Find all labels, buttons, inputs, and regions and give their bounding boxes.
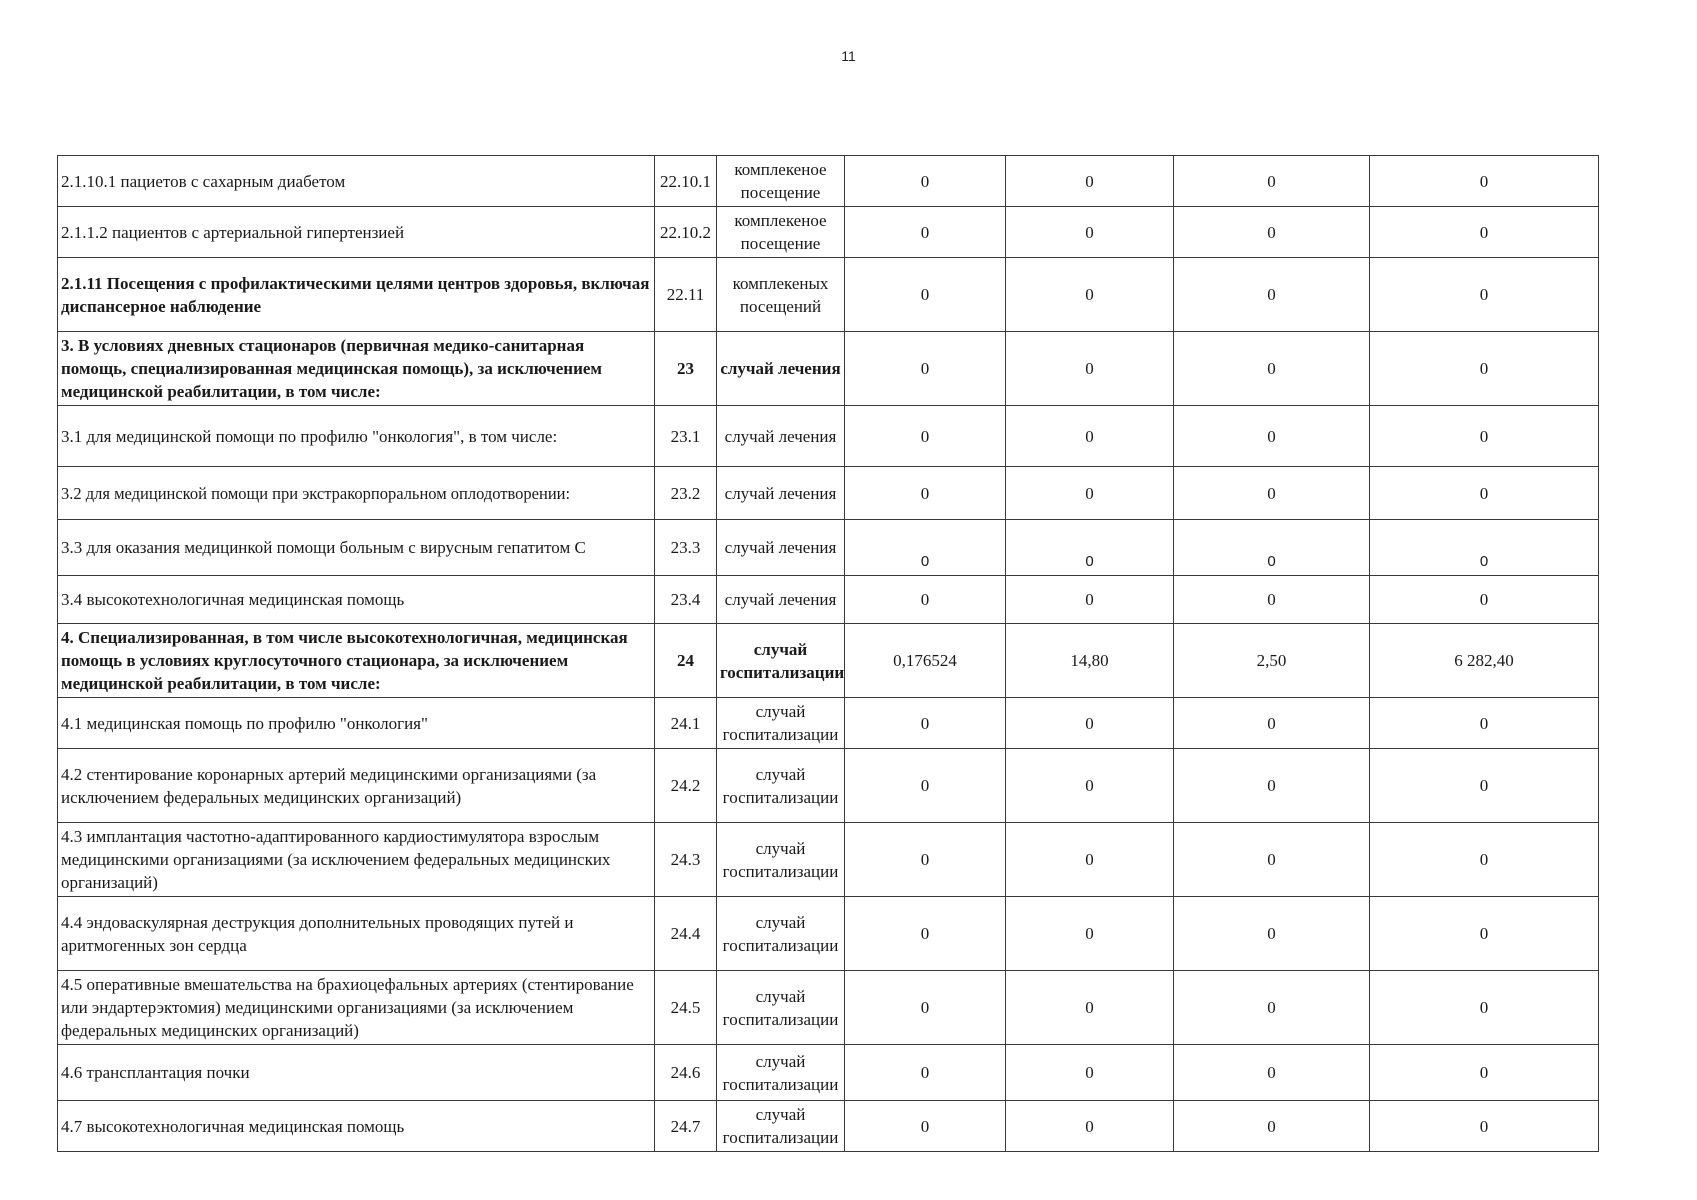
row-name: 2.1.11 Посещения с профилактическими целями центров здоровья, включая диспансерное наблюдение <box>58 258 655 332</box>
row-value-3: 0 <box>1174 823 1370 897</box>
row-value-2: 0 <box>1006 749 1174 823</box>
row-name: 3.3 для оказания медицинкой помощи больным с вирусным гепатитом С <box>58 520 655 576</box>
page-number: 11 <box>841 48 856 64</box>
row-name: 2.1.1.2 пациентов с артериальной гипертензией <box>58 207 655 258</box>
row-code: 24.4 <box>655 897 717 971</box>
row-code: 23.2 <box>655 467 717 520</box>
row-code: 24 <box>655 624 717 698</box>
row-value-4: 0 <box>1370 698 1599 749</box>
data-table <box>57 155 1599 1152</box>
row-name: 4.2 стентирование коронарных артерий медицинскими организациями (за исключением федеральных медицинских организаций) <box>58 749 655 823</box>
row-code: 23.1 <box>655 406 717 467</box>
row-value-4: 0 <box>1370 749 1599 823</box>
row-value-3: 0 <box>1174 971 1370 1045</box>
row-value-3: 0 <box>1174 1045 1370 1101</box>
row-value-1: 0 <box>845 467 1006 520</box>
row-value-3: 0 <box>1174 207 1370 258</box>
row-value-2: 0 <box>1006 1045 1174 1101</box>
row-unit: случай госпитализации <box>717 897 845 971</box>
row-unit: случай лечения <box>717 520 845 576</box>
row-value-2: 0 <box>1006 207 1174 258</box>
row-value-2: 0 <box>1006 1101 1174 1152</box>
row-value-2: 0 <box>1006 576 1174 624</box>
row-unit: случай лечения <box>717 576 845 624</box>
row-value-4: 0 <box>1370 406 1599 467</box>
row-value-1: 0 <box>845 156 1006 207</box>
table-row <box>58 207 1599 258</box>
row-value-3: 0 <box>1174 406 1370 467</box>
row-value-1: 0 <box>845 576 1006 624</box>
row-code: 22.10.2 <box>655 207 717 258</box>
row-value-1: 0 <box>845 698 1006 749</box>
table-row <box>58 1045 1599 1101</box>
row-unit: случай госпитализации <box>717 971 845 1045</box>
row-value-4: 0 <box>1370 1101 1599 1152</box>
row-value-3: 0 <box>1174 258 1370 332</box>
row-value-3: 0 <box>1174 576 1370 624</box>
row-code: 24.3 <box>655 823 717 897</box>
row-code: 24.7 <box>655 1101 717 1152</box>
row-name: 4. Специализированная, в том числе высокотехнологичная, медицинская помощь в условиях круглосуточного стационара, за исключением медицинской реабилитации, в том числе: <box>58 624 655 698</box>
row-value-1: 0 <box>845 971 1006 1045</box>
row-unit: случай госпитализации <box>717 823 845 897</box>
row-name: 3. В условиях дневных стационаров (первичная медико-санитарная помощь, специализированная медицинская помощь), за исключением медицинской реабилитации, в том числе: <box>58 332 655 406</box>
row-unit: случай лечения <box>717 332 845 406</box>
row-value-3: 0 <box>1174 332 1370 406</box>
row-unit: комплекеное посещение <box>717 156 845 207</box>
row-value-4: 0 <box>1370 207 1599 258</box>
table-row <box>58 624 1599 698</box>
row-value-4: 0 <box>1370 576 1599 624</box>
row-value-4: 0 <box>1370 897 1599 971</box>
row-unit: случай госпитализации <box>717 624 845 698</box>
row-value-1: 0 <box>845 258 1006 332</box>
row-value-1: 0 <box>845 332 1006 406</box>
row-name: 4.5 оперативные вмешательства на брахиоцефальных артериях (стентирование или эндартерэктомия) медицинскими организациями (за исключением федеральных медицинских организаций) <box>58 971 655 1045</box>
row-value-1: 0 <box>845 749 1006 823</box>
table-row <box>58 576 1599 624</box>
row-unit: случай госпитализации <box>717 698 845 749</box>
row-code: 23.4 <box>655 576 717 624</box>
row-value-1: 0 <box>845 520 1006 576</box>
row-value-2: 0 <box>1006 258 1174 332</box>
row-value-4: 0 <box>1370 823 1599 897</box>
row-unit: комплекеное посещение <box>717 207 845 258</box>
row-value-2: 0 <box>1006 823 1174 897</box>
row-value-3: 0 <box>1174 749 1370 823</box>
table-row <box>58 897 1599 971</box>
row-code: 24.6 <box>655 1045 717 1101</box>
table-row <box>58 467 1599 520</box>
row-code: 22.10.1 <box>655 156 717 207</box>
table-row <box>58 1101 1599 1152</box>
row-name: 4.7 высокотехнологичная медицинская помощь <box>58 1101 655 1152</box>
row-name: 4.3 имплантация частотно-адаптированного кардиостимулятора взрослым медицинскими организациями (за исключением федеральных медицинских организаций) <box>58 823 655 897</box>
row-value-1: 0 <box>845 1101 1006 1152</box>
row-value-2: 14,80 <box>1006 624 1174 698</box>
row-value-4: 0 <box>1370 1045 1599 1101</box>
row-name: 4.4 эндоваскулярная деструкция дополнительных проводящих путей и аритмогенных зон сердца <box>58 897 655 971</box>
row-value-3: 0 <box>1174 467 1370 520</box>
row-value-3: 2,50 <box>1174 624 1370 698</box>
table-row <box>58 332 1599 406</box>
row-value-1: 0 <box>845 823 1006 897</box>
row-value-2: 0 <box>1006 406 1174 467</box>
row-unit: случай госпитализации <box>717 749 845 823</box>
table-row <box>58 749 1599 823</box>
row-value-1: 0 <box>845 897 1006 971</box>
row-name: 3.2 для медицинской помощи при экстракорпоральном оплодотворении: <box>58 467 655 520</box>
row-name: 2.1.10.1 пациетов с сахарным диабетом <box>58 156 655 207</box>
table-row <box>58 520 1599 576</box>
row-value-4: 0 <box>1370 156 1599 207</box>
row-value-4: 0 <box>1370 258 1599 332</box>
row-code: 23.3 <box>655 520 717 576</box>
row-value-2: 0 <box>1006 971 1174 1045</box>
row-value-4: 6 282,40 <box>1370 624 1599 698</box>
table-row <box>58 698 1599 749</box>
row-value-4: 0 <box>1370 467 1599 520</box>
row-value-4: 0 <box>1370 520 1599 576</box>
row-value-4: 0 <box>1370 332 1599 406</box>
table-row <box>58 971 1599 1045</box>
row-value-2: 0 <box>1006 467 1174 520</box>
row-value-3: 0 <box>1174 1101 1370 1152</box>
row-value-2: 0 <box>1006 698 1174 749</box>
row-value-3: 0 <box>1174 520 1370 576</box>
row-value-3: 0 <box>1174 698 1370 749</box>
row-name: 3.4 высокотехнологичная медицинская помощь <box>58 576 655 624</box>
row-code: 23 <box>655 332 717 406</box>
row-code: 22.11 <box>655 258 717 332</box>
row-value-4: 0 <box>1370 971 1599 1045</box>
row-code: 24.5 <box>655 971 717 1045</box>
row-value-3: 0 <box>1174 156 1370 207</box>
row-unit: комплекеных посещений <box>717 258 845 332</box>
row-unit: случай госпитализации <box>717 1045 845 1101</box>
row-unit: случай лечения <box>717 406 845 467</box>
row-value-1: 0 <box>845 406 1006 467</box>
row-value-1: 0 <box>845 1045 1006 1101</box>
row-name: 4.6 трансплантация почки <box>58 1045 655 1101</box>
row-name: 4.1 медицинская помощь по профилю "онкология" <box>58 698 655 749</box>
row-value-1: 0,176524 <box>845 624 1006 698</box>
row-value-1: 0 <box>845 207 1006 258</box>
table-row <box>58 823 1599 897</box>
row-code: 24.2 <box>655 749 717 823</box>
row-value-2: 0 <box>1006 520 1174 576</box>
row-value-2: 0 <box>1006 156 1174 207</box>
row-name: 3.1 для медицинской помощи по профилю "онкология", в том числе: <box>58 406 655 467</box>
table-row <box>58 156 1599 207</box>
row-value-2: 0 <box>1006 332 1174 406</box>
row-unit: случай госпитализации <box>717 1101 845 1152</box>
row-value-3: 0 <box>1174 897 1370 971</box>
row-value-2: 0 <box>1006 897 1174 971</box>
table-row <box>58 406 1599 467</box>
table-row <box>58 258 1599 332</box>
row-unit: случай лечения <box>717 467 845 520</box>
row-code: 24.1 <box>655 698 717 749</box>
